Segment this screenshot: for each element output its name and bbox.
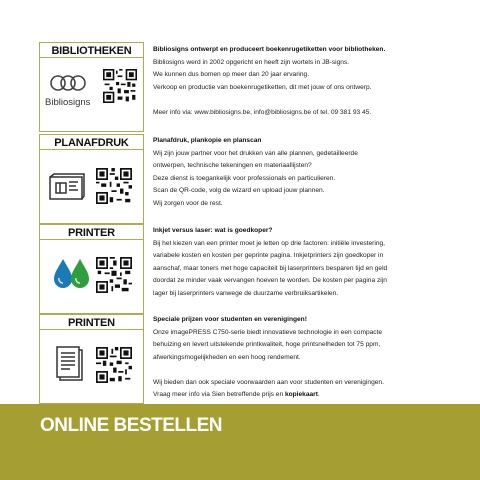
card-title: PRINTER — [68, 227, 115, 239]
kopiekaart-emphasis: kopiekaart — [284, 391, 318, 398]
section-heading: Planafdruk, plankopie en planscan — [153, 137, 262, 144]
text-line: Deze dienst is toegankelijk voor professionals en particulieren. — [153, 174, 336, 182]
card-title: BIBLIOTHEKEN — [51, 45, 132, 57]
card-printen — [39, 314, 144, 404]
text-line: Wij zorgen voor de rest. — [153, 199, 223, 207]
qr-code-icon — [103, 69, 137, 103]
text-line: afwerkingsmogelijkheden en een hoog rendement. — [153, 353, 301, 361]
text-line: Onze imagePRESS C750-serie biedt innovatieve technologie in een compacte — [153, 328, 383, 336]
text-line: Bij het kiezen van een printer moet je letten op drie factoren: initiële investering, — [153, 239, 386, 247]
card-planafdruk — [39, 134, 144, 224]
text-line: lager bij laserprinters vanwege de duurzame verbruiksartikelen. — [153, 289, 339, 297]
last-line-suffix: . — [317, 391, 320, 398]
text-line: Scan de QR-code, volg de wizard en upload jouw plannen. — [153, 187, 325, 194]
text-line: variabele kosten en kosten per geprinte pagina. Inkjetprinters zijn goedkoper in — [153, 252, 384, 259]
text-line: Wij zijn jouw partner voor het drukken van alle plannen, gedetailleerde — [153, 149, 358, 157]
qr-code-icon — [96, 347, 132, 383]
section-text — [153, 44, 463, 119]
last-line-prefix: Vraag meer info via Sien betreffende prijs en — [153, 391, 285, 398]
card-bibliotheken — [39, 42, 144, 132]
section-heading: Speciale prijzen voor studenten en verenigingen! — [153, 316, 307, 323]
card-title: PRINTEN — [68, 317, 115, 329]
text-line — [153, 389, 463, 402]
text-line: behuizing en levert uitstekende printkwaliteit, hoge printsnelheden tot 75 ppm, — [153, 341, 381, 348]
ink-drops-icon — [52, 257, 92, 291]
contact-line: Meer info via: www.bibliosigns.be, info@bibliosigns.be of tel. 09 381 93 45. — [153, 108, 372, 116]
section-text — [153, 135, 463, 210]
card-printer — [39, 224, 144, 314]
text-line: Wij bieden dan ook speciale voorwaarden aan voor studenten en verenigingen. — [153, 378, 384, 386]
text-line: Bibliosigns werd in 2002 opgericht en heeft zijn wortels in JB-signs. — [153, 58, 350, 66]
text-line: Verkoop en productie van boekenrugetiketten, dit met jouw of ons ontwerp. — [153, 83, 372, 91]
text-line: aanschaf, maar toners met hoge capaciteit bij laserprinters besparen tijd en geld — [153, 264, 388, 272]
section-heading: Bibliosigns ontwerpt en produceert boekenrugetiketten voor bibliotheken. — [153, 46, 386, 53]
section-heading: Inkjet versus laser: wat is goedkoper? — [153, 227, 273, 234]
section-text — [153, 314, 463, 402]
online-bestellen-banner — [0, 404, 480, 480]
section-text — [153, 225, 463, 300]
banner-title: ONLINE BESTELLEN — [40, 415, 223, 436]
blueprint-icon — [48, 173, 86, 203]
qr-code-icon — [96, 168, 132, 204]
text-line: doordat ze minder vaak vervangen hoeven te worden. De kosten per pagina zijn — [153, 277, 387, 284]
text-line: ontwerpen, technische tekeningen en materiaallijsten? — [153, 162, 312, 169]
card-title: PLANAFDRUK — [54, 137, 129, 149]
document-icon — [54, 345, 84, 383]
bibliosigns-logo — [44, 71, 98, 117]
text-line: We kunnen dus bomen op meer dan 20 jaar ervaring. — [153, 71, 310, 78]
qr-code-icon — [96, 257, 132, 293]
logo-text: Bibliosigns — [45, 97, 91, 108]
